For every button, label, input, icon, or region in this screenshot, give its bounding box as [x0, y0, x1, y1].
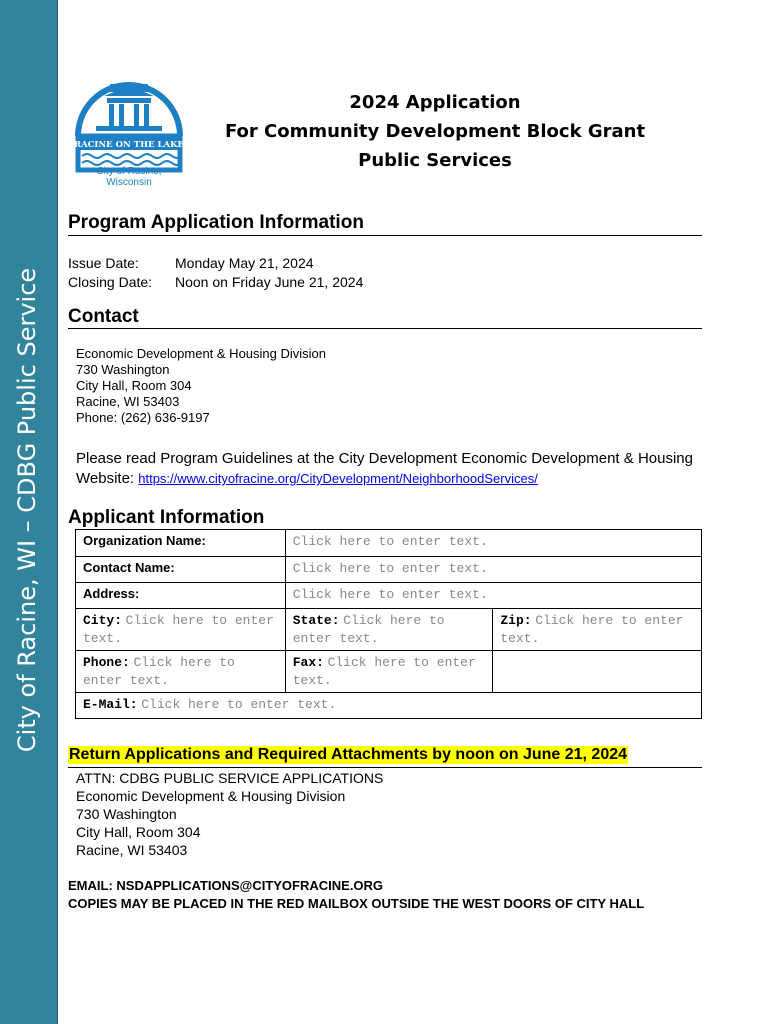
guidelines-link[interactable]: https://www.cityofracine.org/CityDevelopment/NeighborhoodServices/: [138, 471, 538, 486]
title-line-3: Public Services: [358, 150, 512, 171]
phone-placeholder: Click here to enter text.: [83, 655, 235, 688]
state-field[interactable]: [285, 609, 493, 651]
return-address: [76, 769, 383, 859]
email-placeholder: Click here to enter text.: [141, 697, 337, 712]
org-name-placeholder: Click here to enter text.: [292, 534, 488, 549]
guidelines-paragraph: [76, 449, 706, 489]
phone-field[interactable]: [76, 651, 286, 693]
org-name-label: Organization Name:: [83, 533, 206, 548]
org-name-label-cell: [76, 530, 286, 557]
city-placeholder: Click here to enter text.: [83, 613, 274, 646]
divider: [68, 328, 702, 329]
zip-field[interactable]: [493, 609, 702, 651]
contact-line: 730 Washington: [76, 362, 170, 377]
zip-label: Zip:: [500, 613, 532, 628]
sidebar-band: [0, 0, 58, 1024]
contact-name-label-cell: [76, 557, 286, 583]
contact-phone: Phone: (262) 636-9197: [76, 410, 210, 425]
contact-address: [76, 346, 326, 426]
fax-placeholder: Click here to enter text.: [292, 655, 476, 688]
state-placeholder: Click here to enter text.: [292, 613, 445, 646]
sidebar-title: City of Racine, WI – CDBG Public Service: [13, 267, 41, 753]
city-field[interactable]: [76, 609, 286, 651]
program-info-heading: Program Application Information: [68, 212, 364, 233]
divider: [68, 767, 702, 768]
contact-name-placeholder: Click here to enter text.: [292, 561, 488, 576]
return-line: Economic Development & Housing Division: [76, 788, 346, 804]
applicant-form-table: [75, 529, 702, 719]
issue-date-value: Monday May 21, 2024: [175, 255, 314, 271]
empty-cell: [493, 651, 702, 693]
email-label: E-Mail:: [83, 697, 138, 712]
email-field[interactable]: [76, 693, 702, 719]
city-label: City:: [83, 613, 123, 628]
divider: [68, 235, 702, 236]
fax-field[interactable]: [285, 651, 493, 693]
return-line: ATTN: CDBG PUBLIC SERVICE APPLICATIONS: [76, 770, 384, 786]
issue-date-label: Issue Date:: [68, 255, 139, 271]
contact-line: Racine, WI 53403: [76, 394, 180, 409]
title-line-1: 2024 Application: [349, 92, 521, 113]
return-line: Racine, WI 53403: [76, 842, 188, 858]
mailbox-note: COPIES MAY BE PLACED IN THE RED MAILBOX OUTSIDE THE WEST DOORS OF CITY HALL: [68, 896, 645, 911]
state-label: State:: [292, 613, 340, 628]
address-label: Address:: [83, 586, 140, 601]
contact-name-label: Contact Name:: [83, 560, 175, 575]
contact-name-field[interactable]: [285, 557, 701, 583]
org-name-field[interactable]: [285, 530, 701, 557]
contact-heading: Contact: [68, 306, 139, 327]
submission-email: EMAIL: NSDAPPLICATIONS@CITYOFRACINE.ORG: [68, 878, 384, 893]
closing-date-value: Noon on Friday June 21, 2024: [175, 273, 364, 290]
address-label-cell: [76, 583, 286, 609]
zip-placeholder: Click here to enter text.: [500, 613, 684, 646]
document-title: [200, 88, 670, 175]
phone-label: Phone:: [83, 655, 130, 670]
closing-date-label: Closing Date:: [68, 273, 153, 290]
fax-label: Fax:: [292, 655, 324, 670]
applicant-info-heading: Applicant Information: [68, 507, 265, 528]
contact-line: City Hall, Room 304: [76, 378, 192, 393]
program-dates: [68, 254, 363, 291]
logo-caption: City of Racine, Wisconsin: [96, 166, 162, 188]
title-line-2: For Community Development Block Grant: [224, 121, 646, 142]
logo-banner-text: RACINE ON THE LAKE: [74, 140, 184, 150]
return-line: City Hall, Room 304: [76, 824, 201, 840]
guidelines-text: Please read Program Guidelines at the City Development Economic Development & Housing Website:: [76, 450, 693, 487]
submission-notes: [68, 877, 708, 913]
return-line: 730 Washington: [76, 806, 177, 822]
address-field[interactable]: [285, 583, 701, 609]
return-deadline-heading: Return Applications and Required Attachments by noon on June 21, 2024: [69, 746, 628, 763]
address-placeholder: Click here to enter text.: [292, 587, 488, 602]
contact-line: Economic Development & Housing Division: [76, 346, 327, 361]
